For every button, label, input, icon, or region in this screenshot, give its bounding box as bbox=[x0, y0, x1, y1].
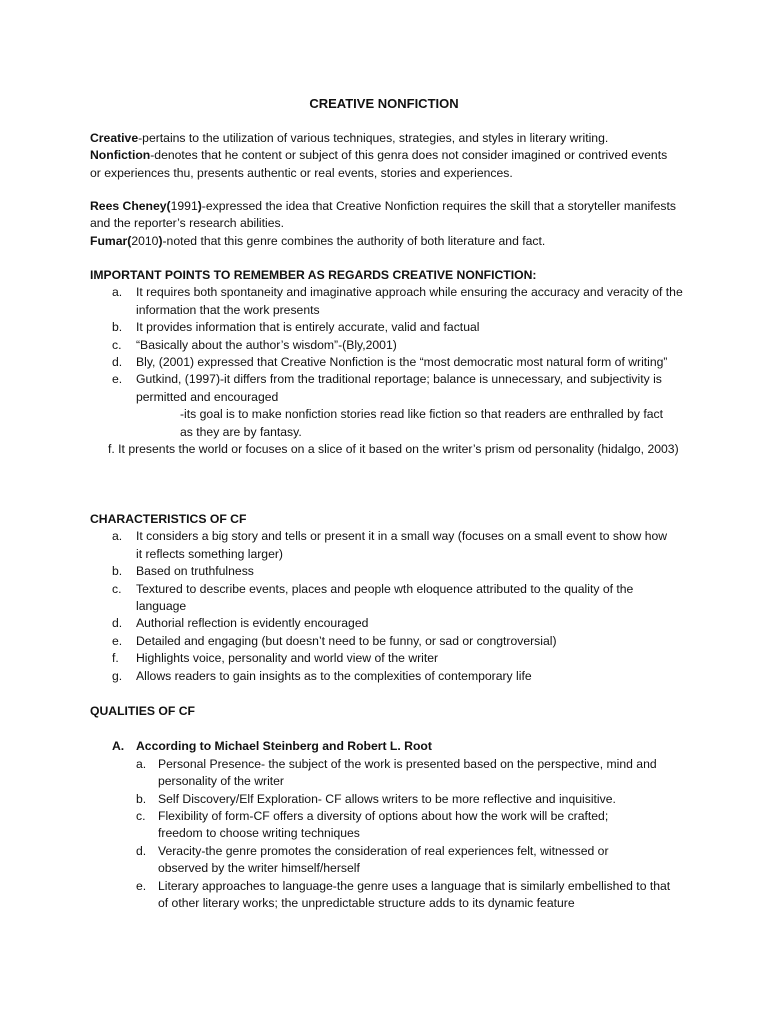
subheading-label: A. bbox=[112, 739, 125, 754]
list-item-text: Self Discovery/Elf Exploration- CF allows writers to be more reflective and inquisitive. bbox=[158, 791, 616, 806]
characteristics-section bbox=[90, 511, 690, 685]
qualities-subheading bbox=[112, 738, 690, 755]
list-item bbox=[112, 581, 690, 616]
list-item-text: It provides information that is entirely accurate, valid and factual bbox=[136, 320, 480, 335]
list-item bbox=[136, 808, 690, 843]
important-heading: IMPORTANT POINTS TO REMEMBER AS REGARDS CREATIVE NONFICTION: bbox=[90, 268, 537, 282]
fumar-year: 2010 bbox=[131, 233, 159, 248]
list-item bbox=[112, 615, 690, 632]
fumar-name: Fumar( bbox=[90, 233, 132, 248]
list-item-label: b. bbox=[136, 791, 147, 806]
list-item-text: Based on truthfulness bbox=[136, 564, 254, 579]
fumar-text: -noted that this genre combines the authority of both literature and fact. bbox=[162, 233, 546, 248]
list-item-label: a. bbox=[112, 285, 123, 300]
list-item-label: g. bbox=[112, 668, 123, 683]
list-item bbox=[112, 633, 690, 650]
list-item bbox=[112, 371, 690, 406]
list-item-label: d. bbox=[112, 355, 123, 370]
list-item-label: a. bbox=[112, 529, 123, 544]
subheading-text: According to Michael Steinberg and Robert L. Root bbox=[136, 739, 432, 754]
list-item bbox=[136, 791, 690, 808]
list-item-text: Personal Presence- the subject of the work is presented based on the perspective, mind and personality of the writer bbox=[158, 756, 657, 789]
list-item bbox=[112, 668, 690, 685]
list-item-text: Highlights voice, personality and world view of the writer bbox=[136, 651, 439, 666]
cheney-year: 1991 bbox=[170, 199, 198, 213]
list-item bbox=[112, 563, 690, 580]
list-item-text: Bly, (2001) expressed that Creative Nonfiction is the “most democratic most natural form of writing” bbox=[136, 355, 668, 370]
list-item-text: “Basically about the author’s wisdom”-(Bly,2001) bbox=[136, 337, 397, 352]
creative-term: Creative bbox=[90, 131, 139, 145]
list-item bbox=[136, 756, 690, 791]
cheney-name: Rees Cheney( bbox=[90, 199, 171, 213]
list-item bbox=[112, 650, 690, 667]
cheney-close: ) bbox=[197, 199, 202, 213]
list-item-label: d. bbox=[112, 616, 123, 631]
list-item-label: e. bbox=[112, 633, 123, 648]
creative-definition bbox=[90, 130, 680, 182]
cheney-text: -expressed the idea that Creative Nonfiction requires the skill that a storyteller manifests and the reporter’s research abilities. bbox=[90, 199, 676, 231]
list-item bbox=[112, 528, 690, 563]
qualities-section bbox=[90, 703, 690, 912]
list-item-text: Allows readers to gain insights as to the complexities of contemporary life bbox=[136, 668, 532, 683]
list-item-label: b. bbox=[112, 320, 123, 335]
list-item-label: c. bbox=[112, 581, 122, 596]
fumar-close: ) bbox=[158, 233, 163, 248]
list-item bbox=[112, 354, 690, 371]
qualities-heading: QUALITIES OF CF bbox=[90, 704, 195, 718]
list-item-text: It requires both spontaneity and imaginative approach while ensuring the accuracy and veracity of the information that the work presents bbox=[136, 285, 683, 317]
list-item bbox=[112, 284, 690, 319]
list-item-label: f. bbox=[112, 651, 119, 666]
list-item bbox=[136, 843, 690, 878]
list-item-label: a. bbox=[136, 756, 147, 771]
list-item-label: c. bbox=[112, 337, 122, 352]
page-title: CREATIVE NONFICTION bbox=[309, 96, 459, 111]
list-item bbox=[136, 878, 690, 913]
list-item-label: c. bbox=[136, 809, 146, 824]
important-points-section bbox=[90, 267, 690, 458]
list-item-label: d. bbox=[136, 843, 147, 858]
nonfiction-text: -denotes that he content or subject of this genra does not consider imagined or contrived events or experiences thu, presents authentic or real events, stories and experiences. bbox=[90, 148, 668, 180]
nonfiction-term: Nonfiction bbox=[90, 148, 151, 163]
list-item-text: Gutkind, (1997)-it differs from the traditional reportage; balance is unnecessary, and subjectivity is permitted and encouraged bbox=[136, 372, 662, 404]
list-item-text: Flexibility of form-CF offers a diversity of options about how the work will be crafted; freedom to choose writing techniques bbox=[158, 809, 609, 841]
list-item-label: b. bbox=[112, 564, 123, 579]
list-item-text: Literary approaches to language-the genre uses a language that is similarly embellished to that of other literary works; the unpredictable structure adds to its dynamic feature bbox=[158, 878, 671, 911]
list-item-text: Detailed and engaging (but doesn’t need to be funny, or sad or congtroversial) bbox=[136, 633, 557, 648]
list-item-text: Veracity-the genre promotes the consideration of real experiences felt, witnessed or observed by the writer himself/herself bbox=[158, 843, 609, 876]
list-item-text: It considers a big story and tells or present it in a small way (focuses on a small event to show how it reflects something larger) bbox=[136, 529, 668, 561]
list-item-label: e. bbox=[136, 878, 147, 893]
cheney-reference bbox=[90, 198, 680, 250]
goal-note: -its goal is to make nonfiction stories read like fiction so that readers are enthralled by fact as they are by fantasy. bbox=[180, 407, 664, 439]
characteristics-heading: CHARACTERISTICS OF CF bbox=[90, 512, 247, 526]
creative-text: -pertains to the utilization of various techniques, strategies, and styles in literary writing. bbox=[138, 131, 609, 145]
list-item bbox=[112, 319, 690, 336]
list-item-f: f. It presents the world or focuses on a slice of it based on the writer’s prism od personality (hidalgo, 2003) bbox=[108, 442, 679, 457]
list-item-text: Textured to describe events, places and people wth eloquence attributed to the quality of the language bbox=[136, 581, 634, 614]
list-item-text: Authorial reflection is evidently encouraged bbox=[136, 616, 369, 631]
list-item-label: e. bbox=[112, 372, 123, 387]
list-item bbox=[112, 337, 690, 354]
